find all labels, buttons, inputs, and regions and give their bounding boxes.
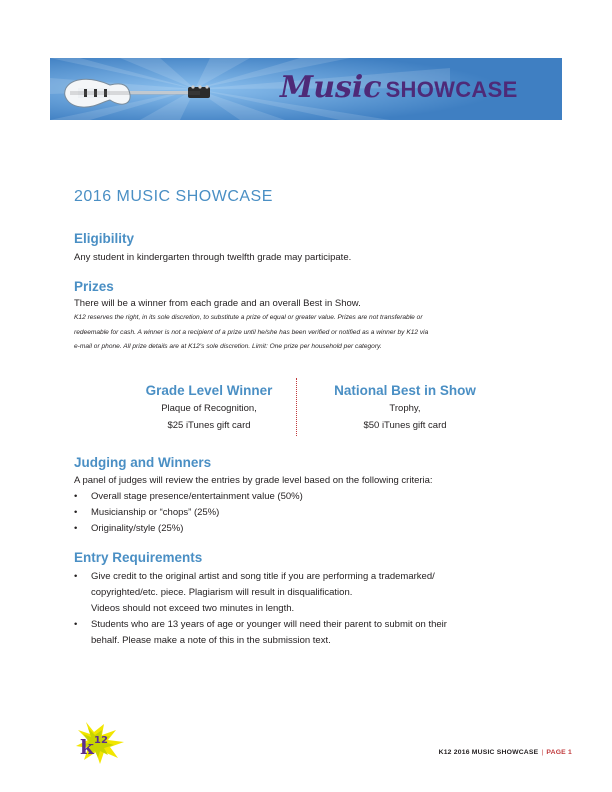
page-title: 2016 MUSIC SHOWCASE bbox=[74, 188, 273, 205]
eligibility-heading: Eligibility bbox=[74, 231, 135, 246]
list-item bbox=[74, 617, 514, 649]
judging-criteria-list bbox=[74, 489, 514, 537]
entry-line: copyrighted/etc. piece. Plagiarism will result in disqualification. bbox=[91, 587, 353, 598]
fine-print-line: redeemable for cash. A winner is not a recipient of a prize until he/she has been verified or notified as a winner by K12 via bbox=[74, 328, 429, 336]
banner-title bbox=[280, 70, 518, 110]
banner-title-showcase: SHOWCASE bbox=[385, 77, 518, 102]
entry-line: Videos should not exceed two minutes in length. bbox=[91, 603, 295, 614]
banner-title-music: Music bbox=[280, 70, 382, 105]
entry-line: • Students who are 13 years of age or younger will need their parent to submit on their bbox=[91, 619, 447, 630]
grade-level-prize-line: $25 iTunes gift card bbox=[167, 420, 251, 431]
national-prize bbox=[310, 382, 500, 434]
list-item: • Overall stage presence/entertainment value (50%) bbox=[74, 489, 514, 505]
entry-line: behalf. Please make a note of this in the submission text. bbox=[91, 635, 331, 646]
page-footer bbox=[439, 749, 572, 756]
prizes-text: There will be a winner from each grade and an overall Best in Show. bbox=[74, 298, 361, 309]
judging-heading: Judging and Winners bbox=[74, 455, 212, 470]
k12-logo-letter: k bbox=[80, 735, 94, 759]
eligibility-text: Any student in kindergarten through twelfth grade may participate. bbox=[74, 252, 352, 263]
prize-divider bbox=[296, 378, 297, 436]
national-prize-line: $50 iTunes gift card bbox=[363, 420, 447, 431]
k12-logo-number: 12 bbox=[94, 735, 108, 746]
national-prize-title: National Best in Show bbox=[334, 383, 476, 398]
list-item: • Originality/style (25%) bbox=[74, 521, 514, 537]
footer-doc-name: K12 2016 MUSIC SHOWCASE bbox=[438, 749, 539, 756]
fine-print-line: K12 reserves the right, in its sole discretion, to substitute a prize of equal or greater value. Prizes are not transferable or bbox=[74, 314, 423, 321]
k12-logo-graphic bbox=[74, 720, 130, 764]
entry-heading: Entry Requirements bbox=[74, 550, 203, 565]
prizes-fine-print bbox=[74, 311, 514, 355]
footer-separator: | bbox=[541, 749, 544, 756]
grade-level-prize-line: Plaque of Recognition, bbox=[161, 403, 257, 414]
list-item: • Musicianship or “chops” (25%) bbox=[74, 505, 514, 521]
k12-logo bbox=[74, 720, 130, 764]
footer-page-number: PAGE 1 bbox=[546, 749, 572, 756]
header-banner bbox=[50, 58, 562, 120]
prizes-heading: Prizes bbox=[74, 279, 114, 294]
fine-print-line: e-mail or phone. All prize details are at K12's sole discretion. Limit: One prize per household per category. bbox=[74, 343, 382, 350]
entry-requirements-list bbox=[74, 569, 514, 649]
list-item bbox=[74, 569, 514, 617]
grade-level-prize bbox=[114, 382, 304, 434]
entry-line: • Give credit to the original artist and song title if you are performing a trademarked/ bbox=[91, 571, 435, 582]
national-prize-line: Trophy, bbox=[389, 403, 421, 414]
judging-intro: A panel of judges will review the entries by grade level based on the following criteria: bbox=[74, 475, 433, 486]
grade-level-prize-title: Grade Level Winner bbox=[145, 383, 273, 398]
